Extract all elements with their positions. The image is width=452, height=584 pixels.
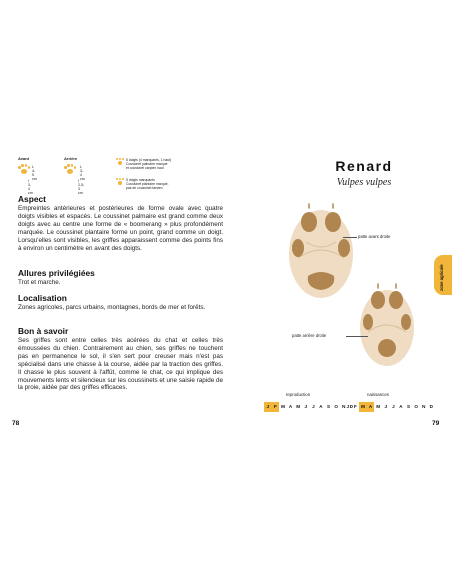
births-month: A: [399, 404, 403, 409]
legend-front: 5 doigts (4 marquants, 1 haut) Coussinet palmaire marqué et coussinet carpien haut: [126, 158, 171, 170]
front-track-column: [18, 156, 37, 195]
reproduction-month: J: [264, 402, 272, 412]
front-paw-annotation: patte avant droite: [358, 234, 391, 239]
births-month: J: [346, 404, 350, 409]
rear-paw-mini-icon: [64, 164, 76, 176]
front-width: l 3-4 cm: [28, 179, 33, 195]
track-sizes: [18, 156, 233, 196]
habitat-tab: zone agricole: [434, 255, 452, 295]
births-month: M: [359, 402, 367, 412]
births-month: F: [353, 404, 357, 409]
front-annotation-line: [343, 237, 357, 238]
reproduction-month: A: [288, 404, 293, 409]
reproduction-month: J: [304, 404, 308, 409]
left-page: [12, 150, 233, 430]
reproduction-label: reproduction: [285, 392, 311, 397]
births-months: [344, 402, 435, 412]
section-title-localisation: Localisation: [18, 293, 67, 303]
species-latin-name: Vulpes vulpes: [336, 177, 392, 188]
births-month: D: [429, 404, 433, 409]
front-label: Avant: [18, 156, 29, 161]
book-spread: [8, 150, 444, 430]
paw-legend-icon: [116, 178, 124, 186]
births-month: J: [384, 404, 388, 409]
section-text-bon-a-savoir: Ses griffes sont entre celles très acérées du chat et celles très émoussées du chien. Contrairement au chien, ses griffes ne touchent pas en permanence le sol, il s'en sert pour creuser mais n'est pas spécialisé dans une chasse à la course, aidée par la traction des griffes. Il chasse le plus souvent à l'affût, comme le chat, ce qui implique des mouvements lents et silencieux sur les coussinets et une saisie rapide de la proie, aidée par des griffes efficaces.: [18, 337, 223, 392]
rear-paw-annotation: patte arrière droite: [292, 333, 327, 338]
reproduction-month: J: [312, 404, 315, 409]
births-month: S: [407, 404, 411, 409]
right-page: [236, 150, 444, 430]
reproduction-month: S: [327, 404, 331, 409]
rear-annotation-line: [346, 336, 368, 337]
births-month: M: [376, 404, 381, 409]
section-title-bon-a-savoir: Bon à savoir: [18, 326, 69, 336]
rear-label: Arrière: [64, 156, 78, 161]
reproduction-month: N: [342, 404, 346, 409]
front-paw-print-illustration: [286, 202, 356, 302]
section-title-allures: Allures privilégiées: [18, 268, 95, 278]
section-text-allures: Trot et marche.: [18, 279, 61, 286]
rear-paw-print-illustration: [358, 282, 416, 368]
front-length: L 4-5 cm: [32, 165, 37, 181]
reproduction-month: A: [319, 404, 323, 409]
births-month: N: [422, 404, 426, 409]
births-month: J: [392, 404, 395, 409]
paw-legend-icon: [116, 158, 124, 166]
reproduction-month: D: [349, 404, 353, 409]
reproduction-month: F: [272, 402, 280, 412]
reproduction-month: M: [296, 404, 301, 409]
section-title-aspect: Aspect: [18, 194, 46, 204]
births-month: O: [414, 404, 418, 409]
page-number-right: 79: [432, 420, 440, 427]
front-paw-mini-icon: [18, 164, 30, 176]
reproduction-month: M: [281, 404, 285, 409]
rear-width: l 2,5-3 cm: [78, 179, 85, 195]
section-text-aspect: Empreintes antérieures et postérieures de forme ovale avec quatre doigts visibles et espacés. Le coussinet palmaire est grand comme deux doigts avec au centre une forme de « boomerang » plus profondément marquée. Le coussinet plantaire forme un point, grand comme un doigt. Lorsqu'elles sont visibles, les griffes apparaissent comme des points fins à environ un centimètre en avant des doigts.: [18, 205, 223, 252]
births-month: A: [367, 402, 375, 412]
species-title: Renard: [335, 158, 393, 174]
reproduction-months: [264, 402, 355, 412]
page-number-left: 78: [12, 420, 20, 427]
legend-rear: 5 doigts marquants Coussinet plantaire marqué, pas de coussinet tarsien: [126, 178, 168, 190]
births-label: naissances: [367, 392, 389, 397]
section-text-localisation: Zones agricoles, parcs urbains, montagnes, bords de mer et forêts.: [18, 304, 206, 311]
rear-track-column: [64, 156, 85, 195]
reproduction-month: O: [334, 404, 338, 409]
rear-length: L 3-4 cm: [80, 165, 85, 181]
